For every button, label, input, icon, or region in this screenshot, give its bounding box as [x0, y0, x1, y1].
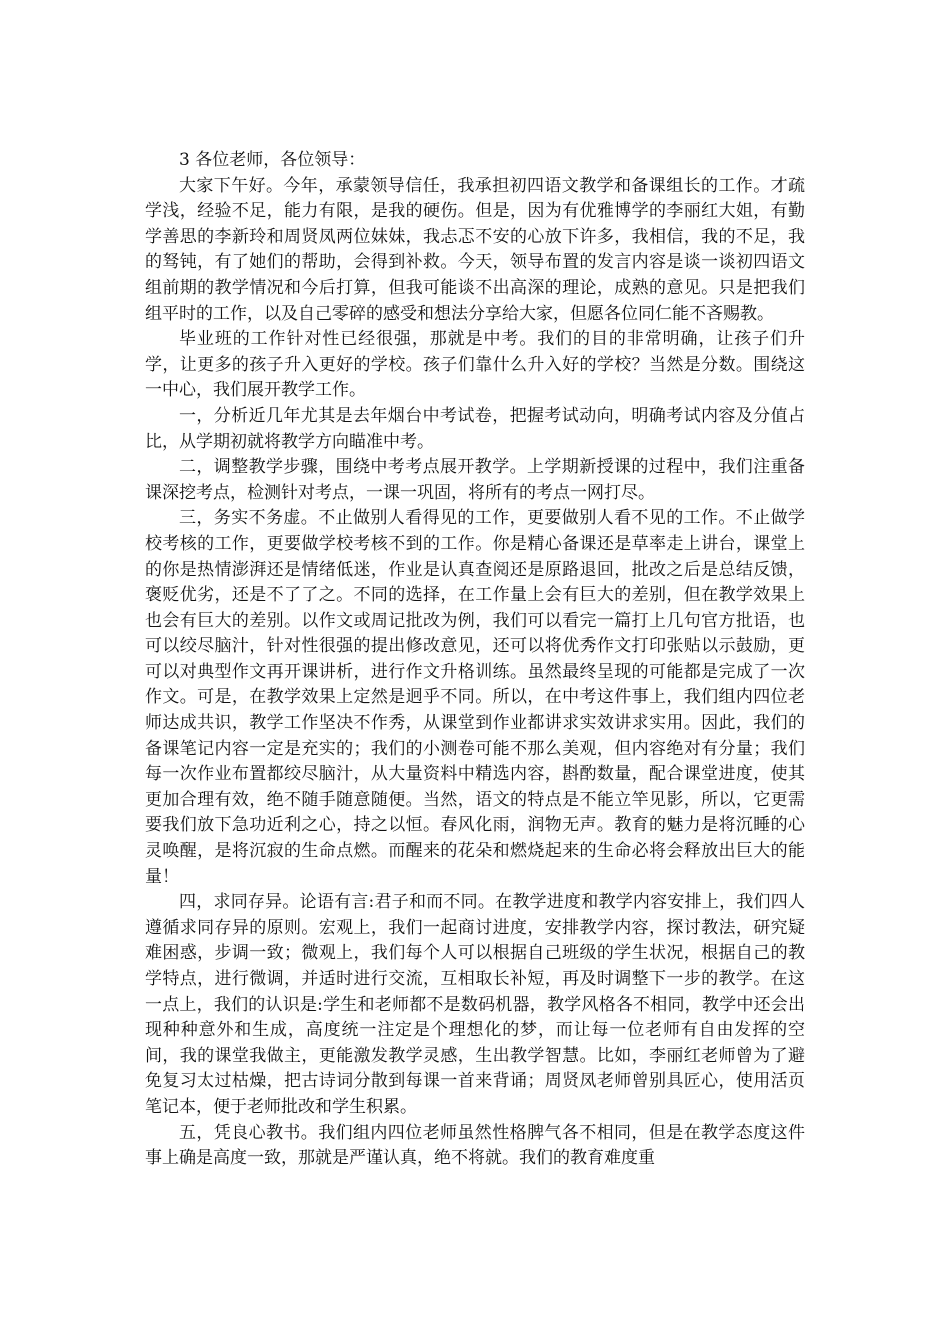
salutation: 3 各位老师，各位领导： [179, 150, 366, 170]
document-body [145, 148, 805, 1172]
paragraph-point-four: 四，求同存异。论语有言:君子和而不同。在教学进度和教学内容安排上，我们四人遵循求同存异的原则。宏观上，我们一起商讨进度，安排教学内容，探讨教法，研究疑难困惑，步调一致；微观上，我们每个人可以根据自己班级的学生状况，根据自己的教学特点，进行微调，并适时进行交流，互相取长补短，再及时调整下一步的教学。在这一点上，我们的认识是:学生和老师都不是数码机器，教学风格各不相同，教学中还会出现种种意外和生成，高度统一注定是个理想化的梦，而让每一位老师有自由发挥的空间，我的课堂我做主，更能激发教学灵感，生出教学智慧。比如，李丽红老师曾为了避免复习太过枯燥，把古诗词分散到每课一首来背诵；周贤凤老师曾别具匠心，使用活页笔记本，便于老师批改和学生积累。 [145, 892, 805, 1117]
paragraph-graduating-class: 毕业班的工作针对性已经很强，那就是中考。我们的目的非常明确，让孩子们升学，让更多的孩子升入更好的学校。孩子们靠什么升入好的学校？当然是分数。围绕这一中心，我们展开教学工作。 [145, 329, 805, 401]
paragraph-intro: 大家下午好。今年，承蒙领导信任，我承担初四语文教学和备课组长的工作。才疏学浅，经验不足，能力有限，是我的硬伤。但是，因为有优雅博学的李丽红大姐，有勤学善思的李新玲和周贤凤两位妹妹，我忐忑不安的心放下许多，我相信，我的不足，我的驽钝，有了她们的帮助，会得到补救。今天，领导布置的发言内容是谈一谈初四语文组前期的教学情况和今后打算，但我可能谈不出高深的理论，成熟的意见。只是把我们组平时的工作，以及自己零碎的感受和想法分享给大家，但愿各位同仁能不吝赐教。 [145, 175, 805, 324]
paragraph-point-one: 一，分析近几年尤其是去年烟台中考试卷，把握考试动向，明确考试内容及分值占比，从学期初就将教学方向瞄准中考。 [145, 405, 805, 452]
paragraph-point-five: 五，凭良心教书。我们组内四位老师虽然性格脾气各不相同，但是在教学态度这件事上确是高度一致，那就是严谨认真，绝不将就。我们的教育难度重 [145, 1122, 805, 1169]
paragraph-point-three: 三，务实不务虚。不止做别人看得见的工作，更要做别人看不见的工作。不止做学校考核的工作，更要做学校考核不到的工作。你是精心备课还是草率走上讲台，课堂上的你是热情澎湃还是情绪低迷，作业是认真查阅还是原路退回，批改之后是总结反馈，褒贬优劣，还是不了了之。不同的选择，在工作量上会有巨大的差别，但在教学效果上也会有巨大的差别。以作文或周记批改为例，我们可以看完一篇打上几句官方批语，也可以绞尽脑汁，针对性很强的提出修改意见，还可以将优秀作文打印张贴以示鼓励，更可以对典型作文再开课讲析，进行作文升格训练。虽然最终呈现的可能都是完成了一次作文。可是，在教学效果上定然是迥乎不同。所以，在中考这件事上，我们组内四位老师达成共识，教学工作坚决不作秀，从课堂到作业都讲求实效讲求实用。因此，我们的备课笔记内容一定是充实的；我们的小测卷可能不那么美观，但内容绝对有分量；我们每一次作业布置都绞尽脑汁，从大量资料中精选内容，斟酌数量，配合课堂进度，使其更加合理有效，绝不随手随意随便。当然，语文的特点是不能立竿见影，所以，它更需要我们放下急功近利之心，持之以恒。春风化雨，润物无声。教育的魅力是将沉睡的心灵唤醒，是将沉寂的生命点燃。而醒来的花朵和燃烧起来的生命必将会释放出巨大的能量！ [145, 508, 805, 887]
paragraph-point-two: 二，调整教学步骤，围绕中考考点展开教学。上学期新授课的过程中，我们注重备课深挖考点，检测针对考点，一课一巩固，将所有的考点一网打尽。 [145, 457, 805, 503]
